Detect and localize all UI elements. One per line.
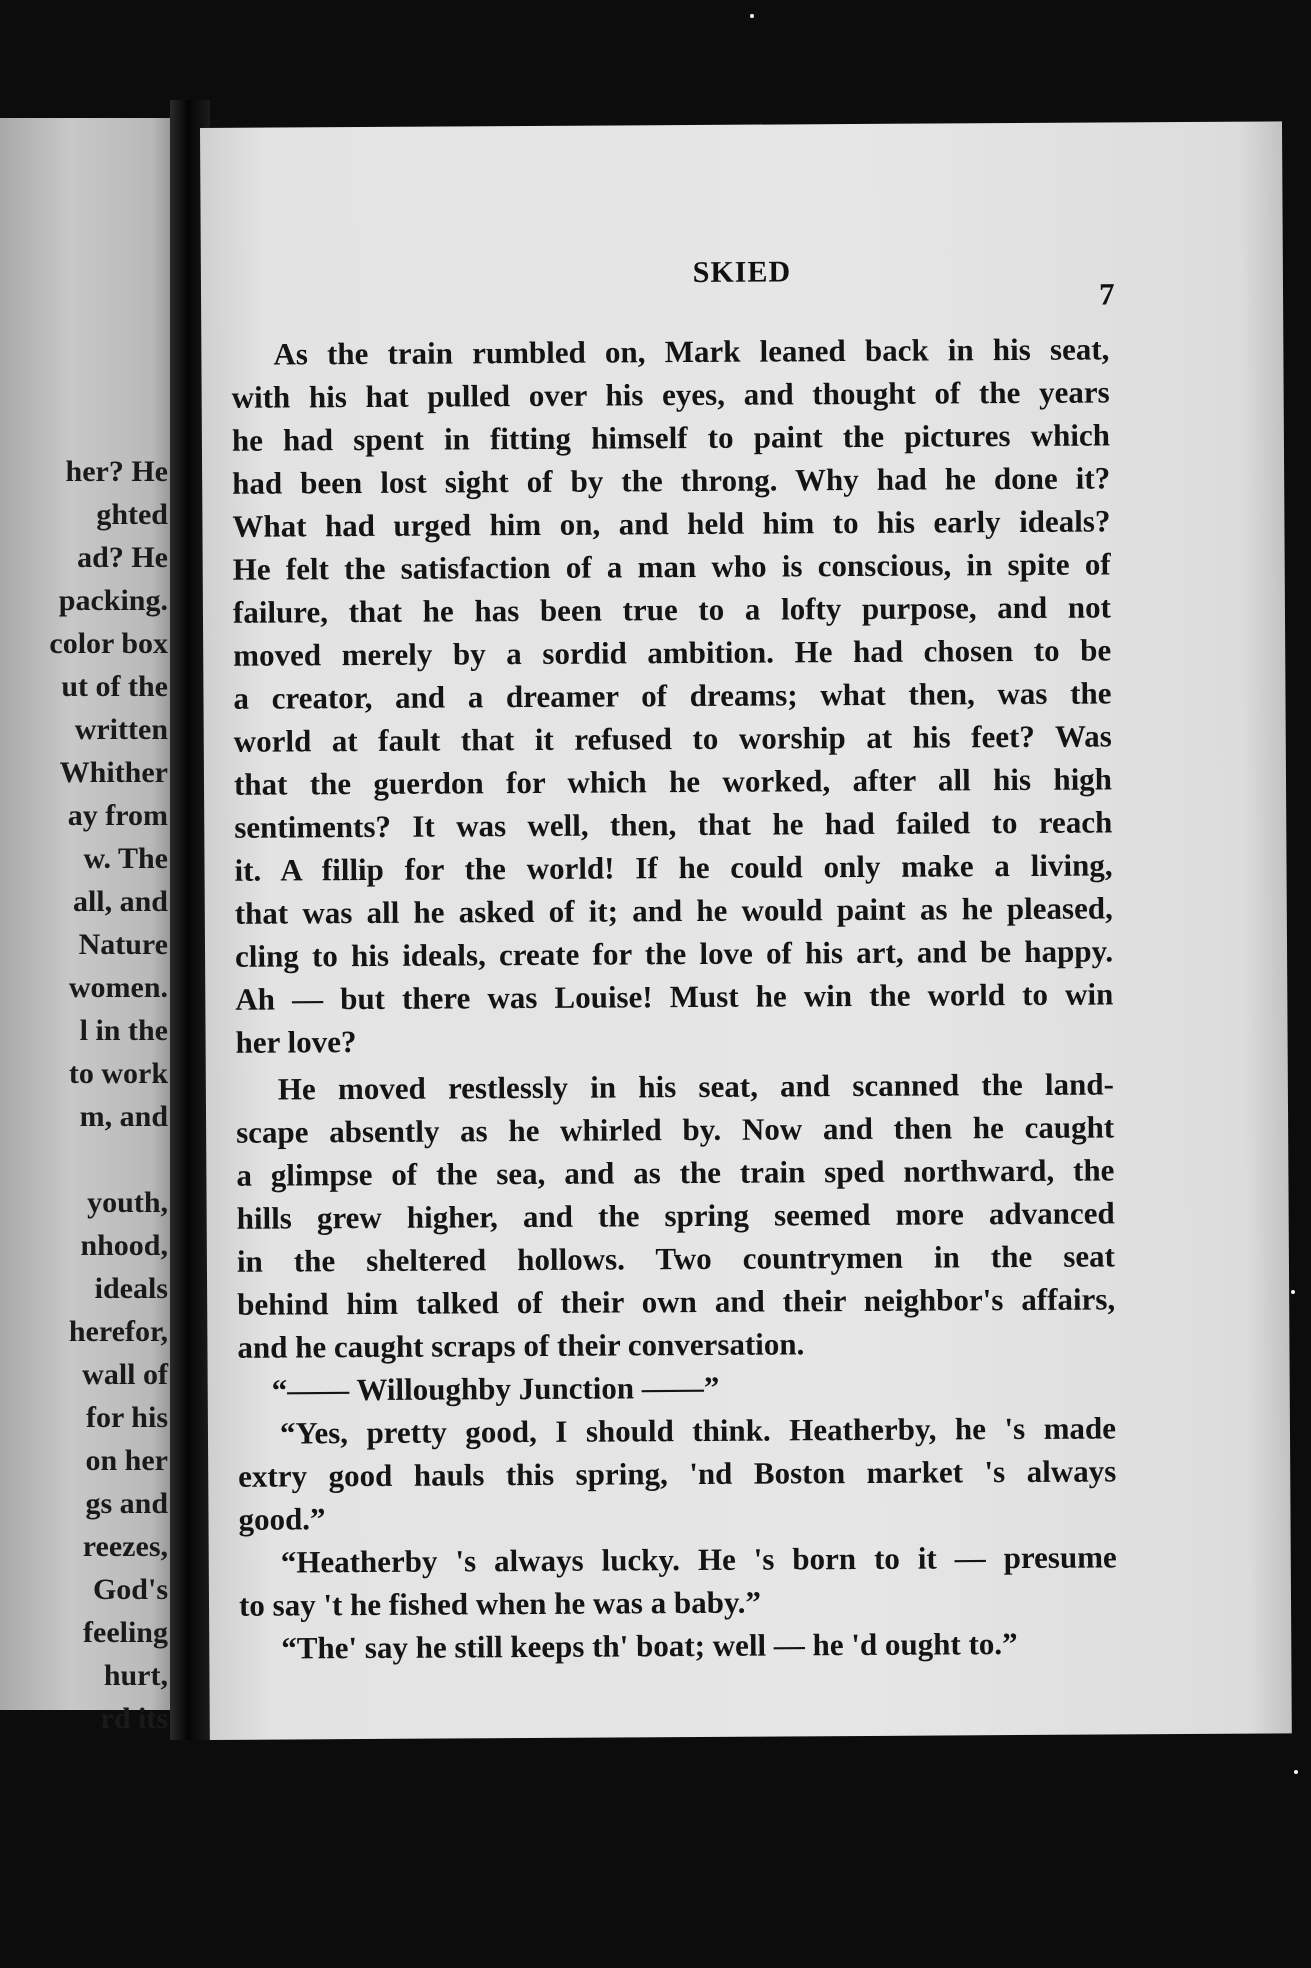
text-line: failure, that he has been true to a lofty purpose, and not [232,589,1112,630]
text-line: He moved restlessly in his seat, and scanned the land- [277,1066,1114,1107]
left-page-line: wall of [82,1358,168,1391]
left-page-line: m, and [79,1100,168,1133]
right-page [200,121,1292,1740]
text-line: that the guerdon for which he worked, after all his high [233,761,1113,802]
left-page-line: ay from [67,799,168,832]
page-body-text [231,327,1117,1669]
text-line: “Heatherby 's always lucky. He 's born to it — presume [280,1539,1117,1580]
left-page-line: herefor, [68,1315,168,1348]
left-page-line: written [74,713,168,746]
left-page-line: packing. [58,584,168,617]
scan-speck [1294,1770,1298,1774]
text-line: scape absently as he whirled by. Now and then he caught [236,1109,1115,1150]
left-page-line: on her [85,1444,168,1477]
text-line: a glimpse of the sea, and as the train sped northward, the [236,1152,1115,1193]
text-line: “The' say he still keeps th' boat; well — he 'd ought to.” [281,1626,1018,1666]
text-line: As the train rumbled on, Mark leaned back in his seat, [273,331,1110,372]
left-page-line: reezes, [82,1530,168,1563]
text-line: with his hat pulled over his eyes, and thought of the years [231,374,1110,415]
scan-speck [1291,1290,1295,1294]
text-line: “Yes, pretty good, I should think. Heatherby, he 's made [279,1410,1117,1451]
left-page-line: gs and [85,1487,168,1520]
text-line: her love? [235,1024,357,1060]
left-page-line: ideals [94,1272,168,1305]
left-page-line: God's [92,1573,168,1606]
left-page-line: women. [68,971,168,1004]
text-line: to say 't he fished when he was a baby.” [238,1584,762,1623]
text-line: sentiments? It was well, then, that he had failed to reach [234,804,1113,845]
left-page-line: color box [49,627,168,660]
left-page-line: l in the [79,1014,168,1047]
text-line: it. A fillip for the world! If he could only make a living, [234,847,1113,888]
text-line: What had urged him on, and held him to his early ideals? [232,503,1111,544]
left-page-line: rd its [100,1702,168,1735]
left-page-line: her? He [65,455,168,488]
scan-speck [750,14,754,18]
left-page-line: for his [86,1401,168,1434]
text-line: behind him talked of their own and their neighbor's affairs, [237,1281,1116,1322]
left-page-line: feeling [83,1616,168,1649]
left-page-edge [0,118,178,1735]
left-page-line: nhood, [80,1229,168,1262]
text-line: he had spent in fitting himself to paint the pictures which [231,417,1110,458]
text-line: He felt the satisfaction of a man who is conscious, in spite of [232,546,1111,587]
left-page-line: ut of the [61,670,168,703]
left-page-line: ad? He [77,541,168,574]
text-line: a creator, and a dreamer of dreams; what then, was the [233,675,1112,716]
text-line: good.” [238,1501,326,1537]
left-page-line: hurt, [103,1659,168,1692]
text-line: hills grew higher, and the spring seemed more advanced [236,1195,1115,1236]
left-page-line [0,1138,168,1181]
text-line: moved merely by a sordid ambition. He had chosen to be [233,632,1112,673]
text-line: in the sheltered hollows. Two countrymen in the seat [236,1238,1116,1279]
text-line: world at fault that it refused to worship at his feet? Was [233,718,1112,759]
text-line: extry good hauls this spring, 'nd Boston market 's always [238,1453,1117,1494]
text-line: “—— Willoughby Junction ——” [271,1369,720,1408]
text-line: had been lost sight of by the throng. Why had he done it? [232,460,1111,501]
left-page-line: Nature [78,928,168,961]
page-number: 7 [1098,276,1115,312]
text-line: that was all he asked of it; and he would paint as he pleased, [234,890,1113,931]
text-line: and he caught scraps of their conversation. [237,1326,805,1365]
left-page-text [0,450,168,1740]
text-line: cling to his ideals, create for the love of his art, and be happy. [234,933,1114,974]
running-head: SKIED [692,255,792,289]
text-line: Ah — but there was Louise! Must he win the world to win [235,976,1114,1017]
left-page-line: Whither [59,756,168,789]
left-page-line: ghted [96,498,168,531]
left-page-line: w. The [83,842,168,875]
left-page-line: to work [68,1057,168,1090]
left-page-line: youth, [87,1186,168,1219]
left-page-line: all, and [72,885,168,918]
